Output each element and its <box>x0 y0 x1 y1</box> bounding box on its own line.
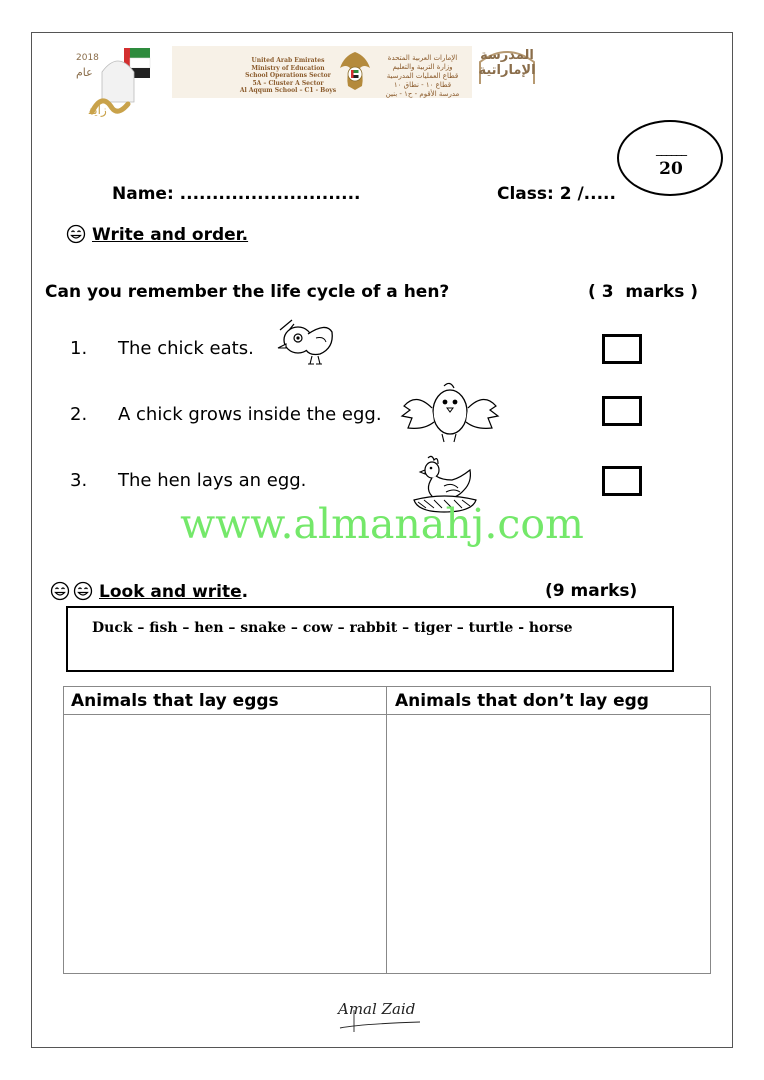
ministry-ar-line: قطاع العمليات المدرسية <box>386 72 459 80</box>
zayed-word: عام <box>76 66 93 79</box>
school-logo-line: المدرسة <box>480 48 534 63</box>
smiley-icon <box>50 581 70 601</box>
ministry-ar-line: مدرسة الأقوم - ح١ - بنين <box>385 90 460 98</box>
question-text: Can you remember the life cycle of a hen? <box>45 282 450 302</box>
school-logo-text <box>478 48 536 78</box>
step-number: 2. <box>70 404 88 425</box>
name-label: Name: <box>112 184 174 204</box>
order-box-2[interactable] <box>602 396 642 426</box>
column-header-lay-eggs: Animals that lay eggs <box>71 691 279 711</box>
section2-marks: (9 marks) <box>545 581 638 601</box>
score-blank[interactable]: ______ <box>656 142 686 156</box>
order-box-3[interactable] <box>602 466 642 496</box>
column-header-no-eggs: Animals that don’t lay egg <box>395 691 649 711</box>
chick-hatching-icon <box>398 378 500 446</box>
answer-cell-lay-eggs[interactable] <box>64 715 385 973</box>
year-of-zayed-logo <box>72 42 158 118</box>
zayed-year: 2018 <box>76 53 99 63</box>
smiley-icon <box>73 581 93 601</box>
step-text: The chick eats. <box>118 338 254 359</box>
score-total: 20 <box>659 159 683 179</box>
name-field[interactable] <box>112 184 361 204</box>
ministry-ar-line: قطاع ١٠ - نطاق ١٠ <box>393 81 452 89</box>
zayed-name: زايد <box>88 103 107 117</box>
ministry-ar-line: الإمارات العربية المتحدة <box>387 54 458 62</box>
section-look-and-write <box>50 581 248 602</box>
uae-emblem-icon <box>336 48 374 94</box>
school-logo-line: الإماراتية <box>478 63 536 78</box>
class-field[interactable]: Class: 2 /..... <box>497 184 616 204</box>
watermark-text: www.almanahj.com <box>180 500 584 548</box>
ministry-en-line: School Operations Sector <box>245 72 331 79</box>
step-number: 1. <box>70 338 88 359</box>
ministry-en-line: Al Aqqum School – C1 - Boys <box>239 87 337 94</box>
step-number: 3. <box>70 470 88 491</box>
score-oval <box>617 120 723 196</box>
signature-text: Amal Zaid <box>338 1000 416 1018</box>
name-dots[interactable]: ............................ <box>173 184 361 204</box>
section1-title: Write and order. <box>92 225 249 245</box>
section2-title-punct: . <box>241 582 249 602</box>
ministry-english-text <box>228 57 348 95</box>
word-bank-box <box>66 606 674 672</box>
ministry-ar-line: وزارة التربية والتعليم <box>392 63 453 71</box>
section-write-and-order <box>66 224 248 245</box>
chick-eating-icon <box>272 312 340 368</box>
ministry-arabic-text <box>375 54 470 99</box>
ministry-en-line: United Arab Emirates <box>251 57 325 64</box>
word-bank-text: Duck – fish – hen – snake – cow – rabbit – tiger – turtle - horse <box>92 620 573 636</box>
smiley-icon <box>66 224 86 244</box>
step-text: A chick grows inside the egg. <box>118 404 382 425</box>
order-box-1[interactable] <box>602 334 642 364</box>
table-divider <box>386 686 387 974</box>
section2-title: Look and write <box>99 582 242 602</box>
answer-cell-no-eggs[interactable] <box>388 715 710 973</box>
step-text: The hen lays an egg. <box>118 470 307 491</box>
signature <box>320 988 440 1034</box>
section1-marks: ( 3 marks ) <box>588 282 699 302</box>
ministry-en-line: Ministry of Education <box>251 64 325 72</box>
ministry-en-line: 5A – Cluster A Sector <box>252 79 324 87</box>
